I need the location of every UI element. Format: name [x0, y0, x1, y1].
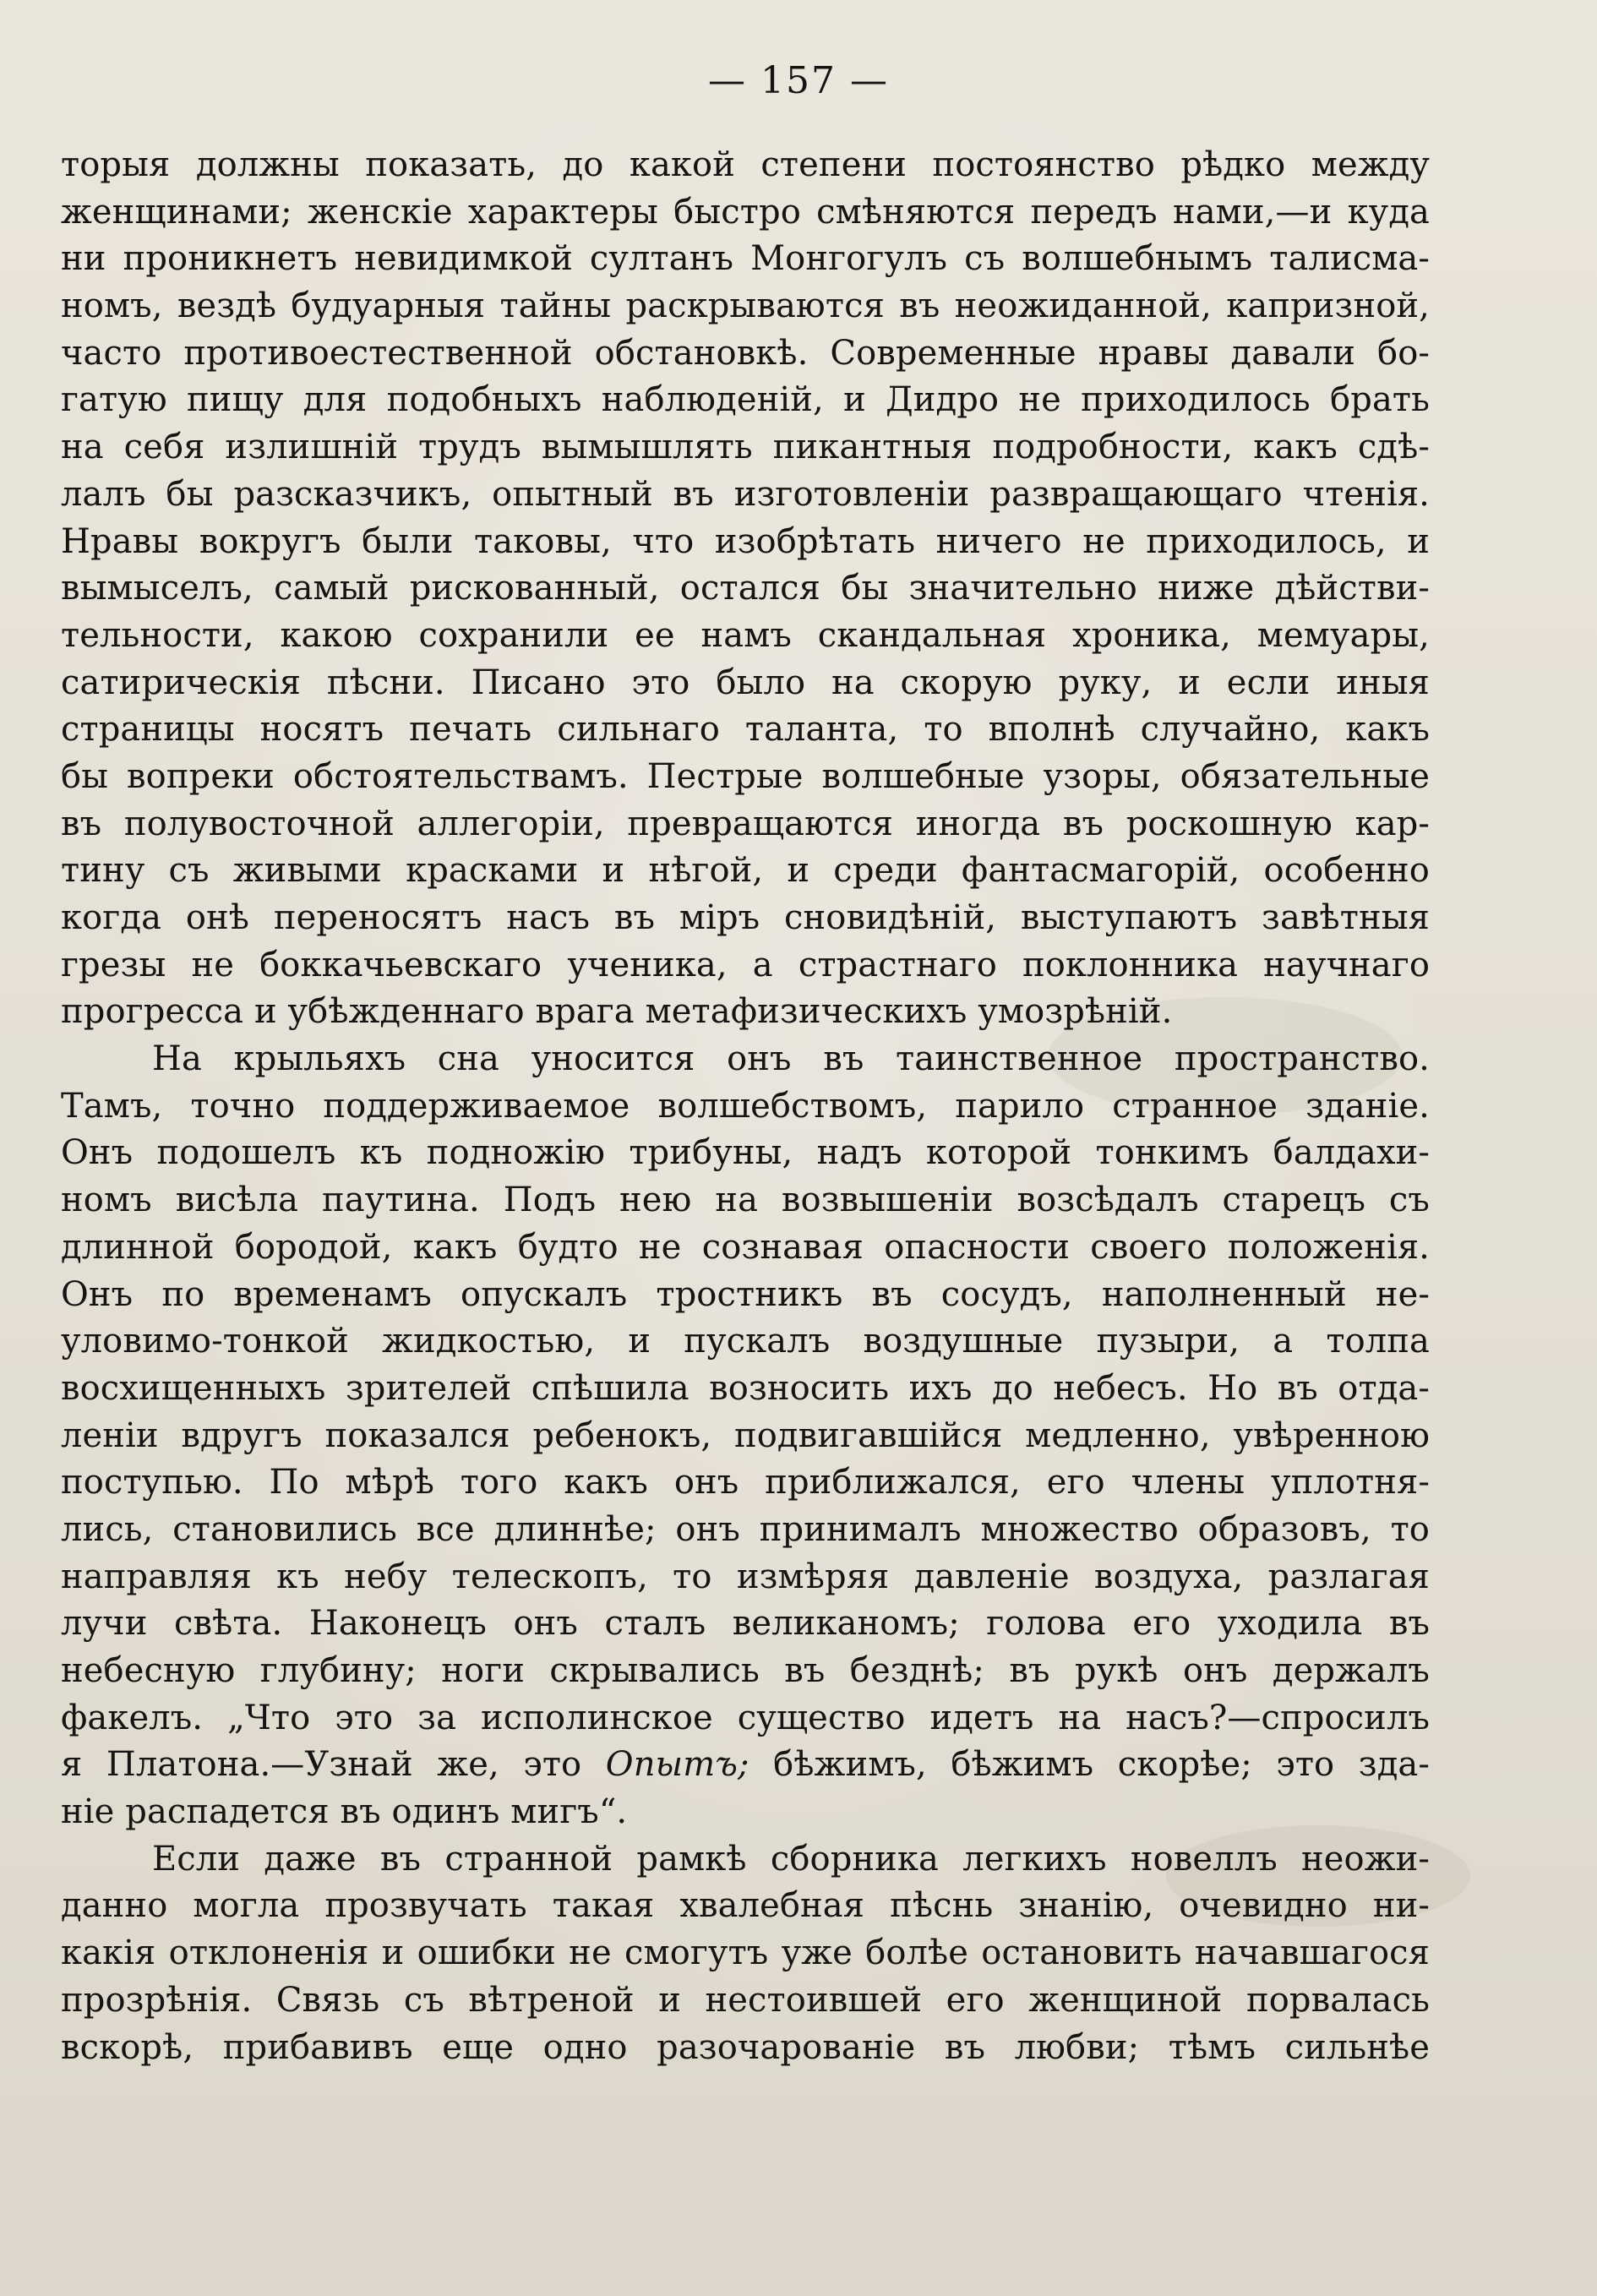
text-line: ни проникнетъ невидимкой султанъ Монгогулъ съ волшебнымъ талисма-	[61, 239, 1430, 279]
text-line: тельности, какою сохранили ее намъ скандальная хроника, мемуары,	[61, 615, 1430, 655]
italic-word: Опытъ;	[605, 1745, 749, 1785]
text-line: ніе распадется въ одинъ мигъ“.	[61, 1792, 628, 1832]
text-line: небесную глубину; ноги скрывались въ безднѣ; въ рукѣ онъ держалъ	[61, 1651, 1430, 1690]
text-line: уловимо-тонкой жидкостью, и пускалъ воздушные пузыри, а толпа	[61, 1322, 1430, 1361]
text-line: лалъ бы разсказчикъ, опытный въ изготовленіи развращающаго чтенія.	[61, 474, 1430, 514]
text-line: поступью. По мѣрѣ того какъ онъ приближался, его члены уплотня-	[61, 1463, 1430, 1502]
text-line: гатую пищу для подобныхъ наблюденій, и Дидро не приходилось брать	[61, 380, 1430, 420]
text-line: сатирическія пѣсни. Писано это было на скорую руку, и если иныя	[61, 663, 1430, 702]
text-line: страницы носятъ печать сильнаго таланта, то вполнѣ случайно, какъ	[61, 710, 1430, 750]
paragraph	[61, 1836, 1430, 2071]
text-line: часто противоестественной обстановкѣ. Современные нравы давали бо-	[61, 333, 1430, 373]
text-line: номъ, вездѣ будуарныя тайны раскрываются въ неожиданной, капризной,	[61, 286, 1430, 326]
paragraph	[61, 1036, 1430, 1836]
text-line: направляя къ небу телескопъ, то измѣряя давленіе воздуха, разлагая	[61, 1557, 1430, 1596]
text-line: Тамъ, точно поддерживаемое волшебствомъ, парило странное зданіе.	[61, 1086, 1430, 1126]
text-line: когда онѣ переносятъ насъ въ міръ сновидѣній, выступаютъ завѣтныя	[61, 898, 1430, 937]
body-text	[61, 142, 1430, 2071]
text-line: леніи вдругъ показался ребенокъ, подвигавшійся медленно, увѣренною	[61, 1415, 1430, 1455]
page-number: — 157 —	[708, 59, 889, 102]
text-line: вскорѣ, прибавивъ еще одно разочарованіе въ любви; тѣмъ сильнѣе	[61, 2027, 1430, 2067]
text-line: На крыльяхъ сна уносится онъ въ таинственное пространство.	[152, 1039, 1430, 1079]
text-line: прозрѣнія. Связь съ вѣтреной и нестоившей его женщиной порвалась	[61, 1980, 1430, 2020]
text-line: лись, становились все длиннѣе; онъ принималъ множество образовъ, то	[61, 1509, 1430, 1549]
text-segment: я Платона.—Узнай же, это	[61, 1745, 606, 1785]
text-line: данно могла прозвучать такая хвалебная пѣснь знанію, очевидно ни-	[61, 1886, 1430, 1926]
paragraph	[61, 142, 1430, 1036]
text-line: Если даже въ странной рамкѣ сборника легкихъ новеллъ неожи-	[152, 1839, 1430, 1879]
text-line: женщинами; женскіе характеры быстро смѣняются передъ нами,—и куда	[61, 192, 1430, 232]
text-line: грезы не боккачьевскаго ученика, а страстнаго поклонника научнаго	[61, 945, 1430, 984]
text-line: номъ висѣла паутина. Подъ нею на возвышеніи возсѣдалъ старецъ съ	[61, 1181, 1430, 1220]
text-line: длинной бородой, какъ будто не сознавая опасности своего положенія.	[61, 1227, 1430, 1267]
text-segment: бѣжимъ, бѣжимъ скорѣе; это зда-	[749, 1745, 1430, 1785]
text-line: какія отклоненія и ошибки не смогутъ уже болѣе остановить начавшагося	[61, 1933, 1430, 1973]
text-line: Нравы вокругъ были таковы, что изобрѣтать ничего не приходилось, и	[61, 521, 1430, 561]
text-line: бы вопреки обстоятельствамъ. Пестрые волшебные узоры, обязательные	[61, 756, 1430, 796]
text-line: тину съ живыми красками и нѣгой, и среди фантасмагорій, особенно	[61, 851, 1430, 891]
text-line: лучи свѣта. Наконецъ онъ сталъ великаномъ; голова его уходила въ	[61, 1604, 1430, 1644]
text-line: восхищенныхъ зрителей спѣшила возносить ихъ до небесъ. Но въ отда-	[61, 1368, 1430, 1408]
text-line: Онъ по временамъ опускалъ тростникъ въ сосудъ, наполненный не-	[61, 1274, 1430, 1314]
text-line: на себя излишній трудъ вымышлять пикантныя подробности, какъ сдѣ-	[61, 428, 1430, 467]
text-line: торыя должны показать, до какой степени постоянство рѣдко между	[61, 145, 1430, 184]
text-line: въ полувосточной аллегоріи, превращаются иногда въ роскошную кар-	[61, 804, 1430, 843]
text-line	[61, 1742, 1430, 1789]
text-line: Онъ подошелъ къ подножію трибуны, надъ которой тонкимъ балдахи-	[61, 1133, 1430, 1173]
text-line: вымыселъ, самый рискованный, остался бы значительно ниже дѣйстви-	[61, 569, 1430, 608]
text-line: прогресса и убѣжденнаго врага метафизическихъ умозрѣній.	[61, 992, 1173, 1032]
text-line: факелъ. „Что это за исполинское существо идетъ на насъ?—спросилъ	[61, 1698, 1430, 1737]
